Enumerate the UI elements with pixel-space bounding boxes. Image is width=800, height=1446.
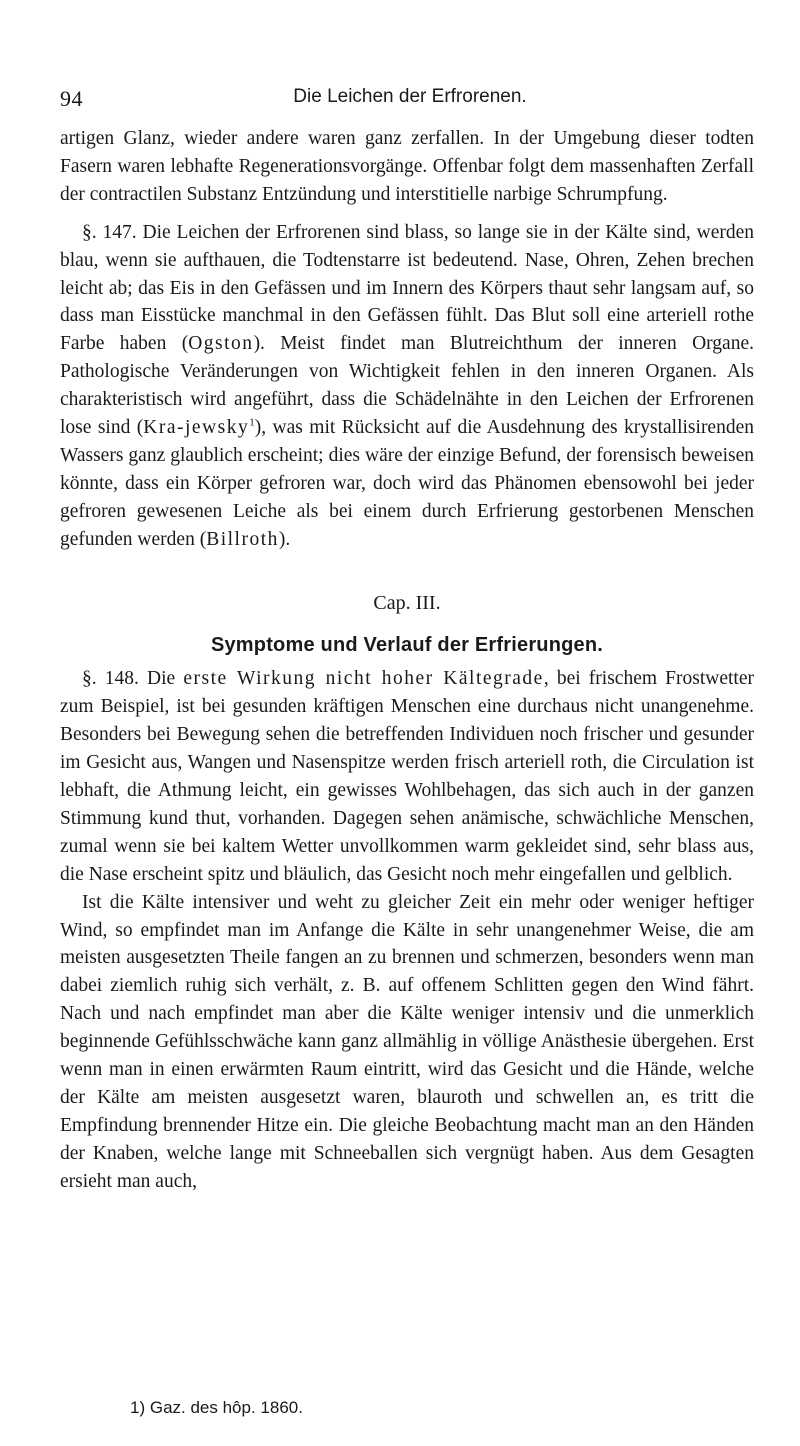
paragraph-continuation: artigen Glanz, wieder andere waren ganz zerfallen. In der Umgebung dieser todten Fasern waren lebhafte Regenerationsvorgänge. Offenbar folgt dem massenhaften Zerfall der contractilen Substanz Entzündung und interstitielle narbige Schrumpfung. xyxy=(60,128,754,205)
author-name: Kra-jewsky xyxy=(143,417,250,439)
chapter-number: Cap. III. xyxy=(373,591,441,614)
text-span: ), was mit Rücksicht auf die Ausdehnung des krystallisirenden Wassers ganz glaublich erscheint; dies wäre der einzige Befund, der forensisch beweisen könnte, dass ein Körper gefroren war, doch wird das Phänomen ebensowohl bei jeder gefroren gewesenen Leiche als bei einem durch Erfrierung gestorbenen Menschen gefunden werden ( xyxy=(60,417,754,550)
author-name: Ogston xyxy=(188,333,254,355)
paragraph-147 xyxy=(60,219,754,554)
author-name: Billroth xyxy=(206,528,279,550)
text-span: ). Meist findet man Blutreichthum der inneren Organe. Pathologische Veränderungen von Wichtigkeit fehlen in den inneren Organen. Als charakteristisch wird angeführt, dass die Schädelnähte in den Leichen der Erfrorenen lose sind ( xyxy=(60,333,754,439)
chapter-title: Symptome und Verlauf der Erfrierungen. xyxy=(210,633,604,656)
text-span: §. 148. Die xyxy=(82,668,184,690)
text-span: , bei frischem Frostwetter zum Beispiel, ist bei gesunden kräftigen Menschen eine durchaus nicht unangenehme. Besonders bei Bewegung sehen die betreffenden Individuen noch frischer und gesunder im Gesicht aus, Wangen und Nasenspitze werden frisch arteriell roth, die Circulation ist lebhaft, die Athmung leicht, ein gewisses Wohlbehagen, das sich auch in der ganzen Stimmung kund thut, vorhanden. Dagegen sehen anämische, schwächliche Menschen, zumal wenn sie bei kaltem Wetter unvollkommen warm gekleidet sind, sehr blass aus, die Nase erscheint spitz und bläulich, das Gesicht noch mehr eingefallen und gelblich. xyxy=(60,668,754,885)
paragraph-148 xyxy=(60,665,754,888)
body-text xyxy=(60,125,754,1196)
footnote-text: Gaz. des hôp. 1860. xyxy=(145,1398,303,1417)
running-head: Die Leichen der Erfrorenen. xyxy=(293,86,527,107)
text-span: ). xyxy=(278,528,291,550)
page-header xyxy=(60,86,750,112)
emphasis-text: erste Wirkung nicht hoher Kältegrade xyxy=(183,668,544,690)
text-span: §. 147. Die Leichen der Erfrorenen sind blass, so lange sie in der Kälte sind, werden blau, wenn sie aufthauen, die Todtenstarre ist bedeutend. Nase, Ohren, Zehen brechen leicht ab; das Eis in den Gefässen und im Innern des Körpers thaut sehr langsam auf, so dass man Eisstücke manchmal in den Gefässen fühlt. Das Blut soll eine arteriell rothe Farbe haben ( xyxy=(60,221,754,355)
paragraph-continued: Ist die Kälte intensiver und weht zu gleicher Zeit ein mehr oder weniger heftiger Wind, so empfindet man im Anfange die Kälte in sehr unangenehmer Weise, die am meisten ausgesetzten Theile fangen an zu brennen und schmerzen, besonders wenn man dabei ziemlich ruhig sich verhält, z. B. auf offenem Schlitten gegen den Wind fährt. Nach und nach empfindet man aber die Kälte weniger intensiv und die unmerklich beginnende Gefühlsschwäche kann ganz allmählig in völlige Anästhesie übergehen. Erst wenn man in einen erwärmten Raum eintritt, wird das Gesicht und die Hände, welche der Kälte am meisten ausgesetzt waren, blauroth und schwellen an, es tritt die Empfindung brennender Hitze ein. Die gleiche Beobachtung macht man an den Händen der Knaben, welche lange mit Schneeballen sich vergnügt haben. Aus dem Gesagten ersieht man auch, xyxy=(60,891,754,1192)
footnote-reference: 1 xyxy=(249,416,255,429)
footnote-mark: 1) xyxy=(130,1398,146,1417)
page-number: 94 xyxy=(60,86,83,111)
footnote xyxy=(130,1398,303,1418)
